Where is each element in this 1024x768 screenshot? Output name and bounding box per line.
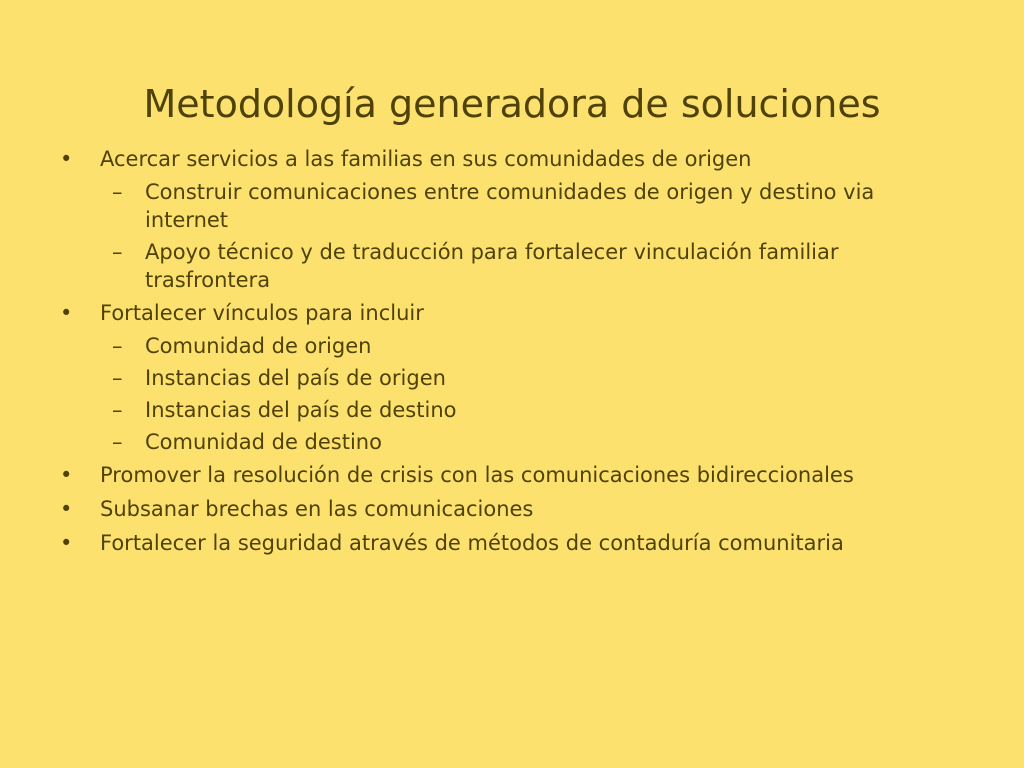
sub-bullet-item — [100, 396, 960, 424]
sub-bullet-item — [100, 238, 960, 294]
slide-title: Metodología generadora de soluciones — [143, 82, 881, 126]
bullet-text: Fortalecer vínculos para incluir — [100, 301, 424, 325]
bullet-icon: • — [60, 147, 73, 171]
sub-bullet-text: Comunidad de origen — [145, 334, 372, 358]
bullet-item — [60, 528, 960, 558]
sub-bullet-text: Comunidad de destino — [145, 430, 382, 454]
bullet-icon: • — [60, 301, 73, 325]
bullet-item — [60, 460, 960, 490]
dash-icon: – — [112, 430, 123, 454]
bullet-text: Promover la resolución de crisis con las comunicaciones bidireccionales — [100, 463, 854, 487]
sub-bullet-item — [100, 332, 960, 360]
bullet-item — [60, 144, 960, 294]
sub-bullet-item — [100, 178, 960, 234]
bullet-icon: • — [60, 497, 73, 521]
bullet-text: Fortalecer la seguridad através de métodos de contaduría comunitaria — [100, 531, 844, 555]
dash-icon: – — [112, 366, 123, 390]
bullet-list — [60, 144, 960, 558]
bullet-item — [60, 298, 960, 456]
sub-bullet-text: Instancias del país de destino — [145, 398, 457, 422]
sub-bullet-item — [100, 364, 960, 392]
dash-icon: – — [112, 240, 123, 264]
dash-icon: – — [112, 334, 123, 358]
sub-bullet-list — [100, 332, 960, 456]
dash-icon: – — [112, 398, 123, 422]
bullet-item — [60, 494, 960, 524]
dash-icon: – — [112, 180, 123, 204]
sub-bullet-text: Construir comunicaciones entre comunidades de origen y destino via internet — [145, 180, 875, 232]
bullet-icon: • — [60, 463, 73, 487]
bullet-text: Acercar servicios a las familias en sus comunidades de origen — [100, 147, 752, 171]
sub-bullet-text: Instancias del país de origen — [145, 366, 446, 390]
sub-bullet-list — [100, 178, 960, 294]
bullet-text: Subsanar brechas en las comunicaciones — [100, 497, 534, 521]
sub-bullet-text: Apoyo técnico y de traducción para fortalecer vinculación familiar trasfrontera — [145, 240, 839, 292]
bullet-icon: • — [60, 531, 73, 555]
sub-bullet-item — [100, 428, 960, 456]
slide-content — [60, 140, 960, 558]
